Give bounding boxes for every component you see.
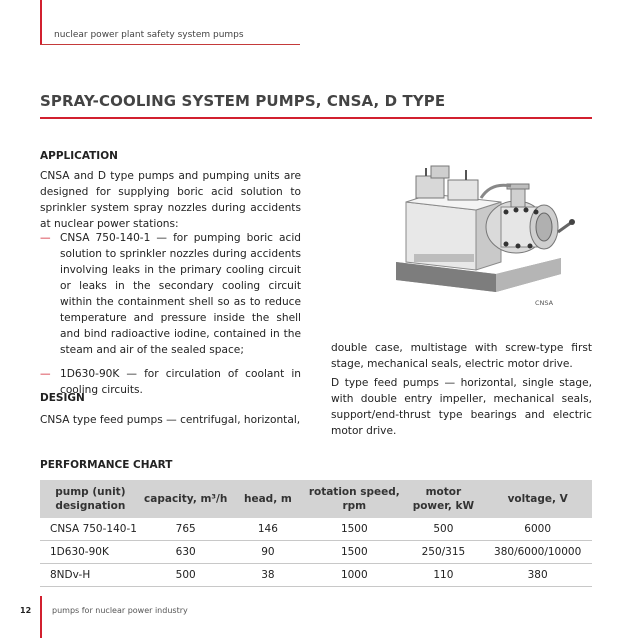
column-header: motor power, kW [403,480,483,518]
header-rule [40,44,300,45]
design-text-1: CNSA type feed pumps — centrifugal, horizontal, [40,414,301,426]
running-footer: pumps for nuclear power industry [52,606,188,615]
table-row [40,518,592,541]
column-header: capacity, m³/h [141,480,231,518]
list-item-text: CNSA 750-140-1 — for pumping boric acid solution to sprinkler nozzles during accidents involving leaks in the primary cooling circuit or leaks in the secondary cooling circuit within the containment shell so as to reduce temperature and pressure inside the shell and bind radioactive iodine, contained in the steam and air of the sealed space; [60,232,301,356]
table-cell: 38 [231,564,305,587]
photo-caption: CNSA [535,299,554,307]
performance-heading: PERFORMANCE CHART [40,459,173,471]
table-row [40,541,592,564]
page-number: 12 [20,606,32,615]
table-row [40,564,592,587]
table-cell: 500 [403,518,483,541]
pump-unit-photo [386,162,578,306]
table-cell: 630 [141,541,231,564]
column-header: voltage, V [483,480,592,518]
table-cell: 1000 [305,564,403,587]
table-cell: 1500 [305,518,403,541]
bottom-accent-bar [40,596,42,638]
top-accent-bar [40,0,42,44]
application-intro: CNSA and D type pumps and pumping units are designed for supplying boric acid solution to sprinkler system spray nozzles during accidents at nuclear power stations: [40,170,301,230]
table-cell: CNSA 750-140-1 [40,518,141,541]
table-cell: 500 [141,564,231,587]
application-heading: APPLICATION [40,150,118,162]
table-cell: 380 [483,564,592,587]
design-text-3: D type feed pumps — horizontal, single stage, with double entry impeller, mechanical seals, support/end-thrust type bearings and electric motor drive. [331,377,592,437]
table-cell: 1D630-90K [40,541,141,564]
list-item [40,230,301,358]
performance-table [40,480,592,587]
running-header: nuclear power plant safety system pumps [54,30,244,40]
table-cell: 250/315 [403,541,483,564]
column-header: head, m [231,480,305,518]
page-title: SPRAY-COOLING SYSTEM PUMPS, CNSA, D TYPE [40,92,446,110]
table-cell: 1500 [305,541,403,564]
table-cell: 146 [231,518,305,541]
table-cell: 110 [403,564,483,587]
design-heading: DESIGN [40,392,85,404]
title-rule [40,117,592,119]
table-cell: 6000 [483,518,592,541]
table-cell: 90 [231,541,305,564]
design-text-2: double case, multistage with screw-type first stage, mechanical seals, electric motor drive. [331,342,592,370]
dash-bullet-icon: — [40,232,51,244]
column-header: pump (unit) designation [40,480,141,518]
table-cell: 380/6000/10000 [483,541,592,564]
application-list [40,230,301,398]
table-cell: 8NDv-H [40,564,141,587]
table-cell: 765 [141,518,231,541]
dash-bullet-icon: — [40,368,51,380]
column-header: rotation speed, rpm [305,480,403,518]
list-item-text: 1D630-90K — for circulation of coolant in cooling circuits. [60,368,301,396]
table-header-row [40,480,592,518]
